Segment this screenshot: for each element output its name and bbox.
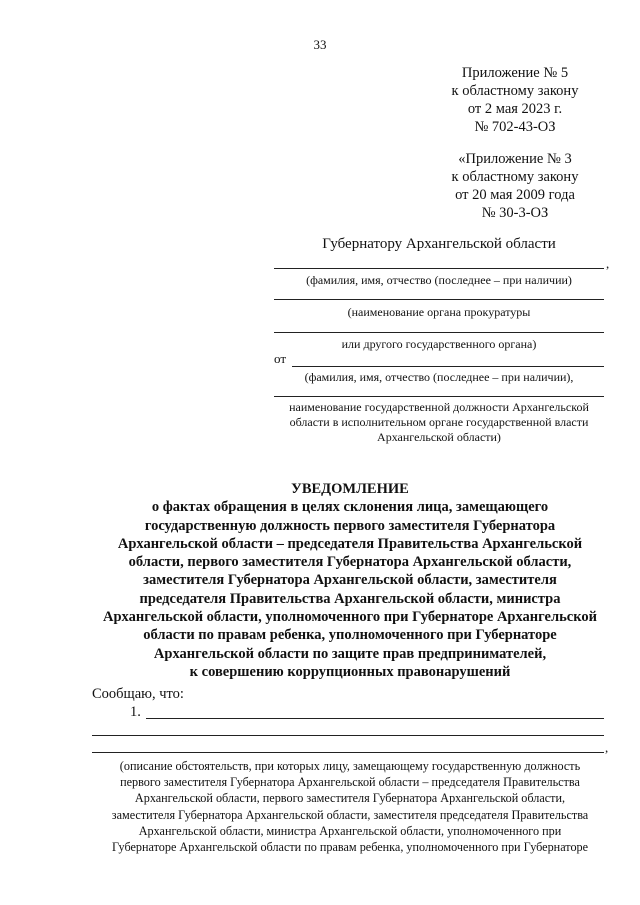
fill-line-item-1 xyxy=(146,718,604,719)
notice-subtitle-line: Архангельской области по защите прав предпринимателей, xyxy=(153,645,547,662)
fill-line-prosecutor xyxy=(274,299,604,300)
annex-reference-original xyxy=(440,150,590,222)
annex-line: «Приложение № 3 xyxy=(458,151,572,167)
notice-heading: УВЕДОМЛЕНИЕ xyxy=(291,481,409,497)
notice-subtitle-line: Архангельской области – председателя Правительства Архангельской xyxy=(117,535,583,552)
annex-line: к областному закону xyxy=(451,83,579,99)
addressee-title: Губернатору Архангельской области xyxy=(322,236,556,252)
annex-line: № 30-3-ОЗ xyxy=(481,205,549,221)
description-line: (описание обстоятельств, при которых лицу, замещающему государственную должность xyxy=(119,759,581,773)
description-hint xyxy=(90,758,610,855)
notice-title xyxy=(80,480,620,681)
annex-line: к областному закону xyxy=(451,169,579,185)
annex-reference-current xyxy=(440,64,590,136)
notice-subtitle-line: государственную должность первого заместителя Губернатора xyxy=(144,517,556,534)
notice-subtitle-line: заместителя Губернатора Архангельской области, заместителя xyxy=(143,572,557,589)
annex-line: от 2 мая 2023 г. xyxy=(467,101,563,117)
description-line: первого заместителя Губернатора Архангельской области – председателя Правительства xyxy=(120,775,580,790)
fill-line-position xyxy=(274,396,604,397)
hint-fio: (фамилия, имя, отчество (последнее – при наличии) xyxy=(306,273,572,287)
description-line: заместителя Губернатора Архангельской области, заместителя председателя Правительства xyxy=(111,807,589,822)
fill-line-body-3 xyxy=(92,752,604,753)
notice-subtitle-line: председателя Правительства Архангельской области, министра xyxy=(139,590,561,607)
description-line: Губернаторе Архангельской области по правам ребенка, уполномоченного при Губернаторе xyxy=(111,840,589,855)
page-number: 33 xyxy=(313,37,327,52)
fill-line-sender-fio xyxy=(292,366,604,367)
fill-line-governor-fio xyxy=(274,268,604,269)
annex-line: от 20 мая 2009 года xyxy=(455,187,575,203)
notice-subtitle-line: области, первого заместителя Губернатора Архангельской области, xyxy=(128,554,572,571)
hint-prosecutor: (наименование органа прокуратуры xyxy=(347,305,531,319)
comma: , xyxy=(606,256,610,271)
notice-subtitle-line: к совершению коррупционных правонарушений xyxy=(189,663,511,680)
hint-other-body: или другого государственного органа) xyxy=(341,337,537,351)
end-comma: , xyxy=(605,740,609,755)
hint-position: наименование государственной должности Архангельской области в исполнительном органе государственной власти Архангельской области) xyxy=(289,400,589,444)
from-label: от xyxy=(274,351,287,366)
hint-sender-fio: (фамилия, имя, отчество (последнее – при наличии), xyxy=(304,370,574,384)
description-line: Архангельской области, первого заместителя Губернатора Архангельской области, xyxy=(134,791,566,806)
item-number: 1. xyxy=(130,704,141,720)
notice-subtitle-line: о фактах обращения в целях склонения лица, замещающего xyxy=(151,499,549,516)
annex-line: № 702-43-ОЗ xyxy=(474,119,556,135)
annex-line: Приложение № 5 xyxy=(461,65,569,81)
notice-subtitle-line: Архангельской области, уполномоченного при Губернаторе Архангельской xyxy=(103,609,597,626)
notice-subtitle-line: области по правам ребенка, уполномоченного при Губернаторе xyxy=(143,627,557,644)
description-line: Архангельской области, министра Архангельской области, уполномоченного при xyxy=(138,823,562,838)
intro-text: Сообщаю, что: xyxy=(92,686,184,702)
fill-line-other-body xyxy=(274,332,604,333)
fill-line-body-2 xyxy=(92,735,604,736)
